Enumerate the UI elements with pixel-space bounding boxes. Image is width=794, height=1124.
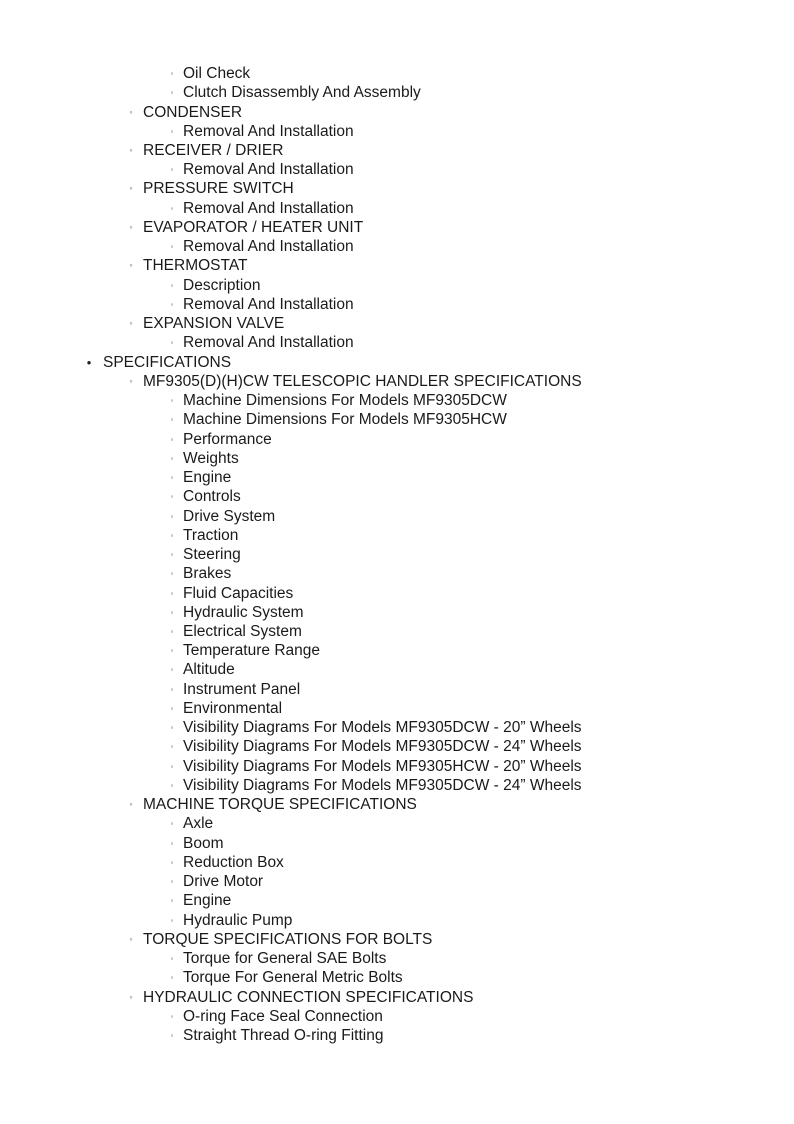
toc-subsection	[0, 795, 794, 814]
toc-item-label: SPECIFICATIONS	[103, 353, 232, 371]
toc-item-label: Steering	[183, 546, 241, 563]
toc-item-label: Brakes	[183, 565, 232, 583]
toc-item-label: PRESSURE SWITCH	[143, 180, 294, 198]
toc-item	[0, 968, 794, 987]
toc-item-label: Electrical System	[183, 623, 302, 640]
bullet-icon: ◦	[170, 69, 174, 78]
toc-item-label: Hydraulic System	[183, 603, 304, 621]
bullet-icon: ◦	[129, 799, 133, 810]
toc-item-label: Machine Dimensions For Models MF9305HCW	[183, 411, 507, 429]
toc-item	[0, 660, 794, 679]
toc-item	[0, 449, 794, 468]
toc-item	[0, 526, 794, 545]
bullet-icon: ◦	[129, 145, 133, 155]
toc-section	[0, 353, 794, 372]
toc-item	[0, 545, 794, 564]
toc-subsection	[0, 141, 794, 160]
toc-item-label: Fluid Capacities	[183, 584, 294, 602]
toc-subsection	[0, 179, 794, 198]
toc-item-label: Engine	[183, 892, 232, 910]
bullet-icon: ◦	[170, 434, 174, 444]
toc-item-label: Oil Check	[183, 65, 251, 82]
bullet-icon: ◦	[170, 569, 174, 579]
bullet-icon: ◦	[170, 877, 174, 887]
toc-item-label: Removal And Installation	[183, 199, 354, 217]
bullet-icon: ◦	[170, 588, 174, 598]
bullet-icon: ◦	[170, 550, 174, 559]
toc-item	[0, 718, 794, 737]
toc-item-label: HYDRAULIC CONNECTION SPECIFICATIONS	[143, 988, 474, 1006]
toc-item	[0, 564, 794, 583]
bullet-icon: ◦	[170, 723, 174, 733]
bullet-icon: ◦	[170, 646, 174, 656]
bullet-icon: ◦	[170, 396, 174, 406]
toc-item	[0, 64, 794, 83]
toc-item-label: Reduction Box	[183, 853, 284, 871]
bullet-icon: ◦	[170, 973, 174, 983]
bullet-icon: ◦	[170, 299, 174, 309]
toc-item-label: Machine Dimensions For Models MF9305DCW	[183, 392, 507, 410]
bullet-icon: ◦	[170, 530, 174, 540]
toc-item-label: Clutch Disassembly And Assembly	[183, 84, 421, 102]
toc-item	[0, 468, 794, 487]
bullet-icon: ◦	[170, 88, 174, 98]
bullet-icon: ◦	[170, 242, 174, 252]
toc-item	[0, 430, 794, 449]
bullet-icon: ◦	[170, 896, 174, 906]
toc-item-label: Engine	[183, 469, 232, 486]
toc-item	[0, 410, 794, 429]
toc-item-label: Removal And Installation	[183, 161, 354, 179]
toc-item-label: Visibility Diagrams For Models MF9305DCW - 24” Wheels	[183, 738, 582, 756]
toc-item-label: Drive System	[183, 507, 276, 525]
toc-item-label: EXPANSION VALVE	[143, 315, 285, 333]
toc-item	[0, 680, 794, 699]
bullet-icon: ◦	[170, 1031, 174, 1040]
toc-item	[0, 199, 794, 218]
toc-item	[0, 1007, 794, 1026]
toc-subsection	[0, 988, 794, 1007]
toc-item	[0, 641, 794, 660]
toc-item-label: MACHINE TORQUE SPECIFICATIONS	[143, 796, 417, 814]
bullet-icon: ◦	[170, 126, 174, 136]
toc-item	[0, 814, 794, 833]
toc-item-label: Description	[183, 276, 261, 294]
bullet-icon: ◦	[129, 991, 133, 1002]
toc-item-label: Instrument Panel	[183, 680, 301, 698]
toc-item-label: EVAPORATOR / HEATER UNIT	[143, 218, 364, 236]
bullet-icon: ◦	[170, 627, 174, 636]
toc-item-label: Visibility Diagrams For Models MF9305DCW - 24” Wheels	[183, 776, 582, 794]
bullet-icon: ◦	[170, 665, 174, 675]
bullet-icon: ◦	[170, 280, 174, 290]
toc-item	[0, 699, 794, 718]
bullet-icon: ◦	[170, 453, 174, 463]
toc-item-label: Torque for General SAE Bolts	[183, 950, 387, 967]
toc-item-label: Visibility Diagrams For Models MF9305HCW - 20” Wheels	[183, 757, 582, 775]
toc-item-label: THERMOSTAT	[143, 257, 248, 275]
toc-item-label: Drive Motor	[183, 873, 264, 891]
toc-item	[0, 487, 794, 506]
toc-item-label: Axle	[183, 815, 214, 833]
toc-item	[0, 757, 794, 776]
toc-subsection	[0, 103, 794, 122]
bullet-icon: ◦	[170, 915, 174, 925]
toc-item	[0, 834, 794, 853]
toc-item	[0, 391, 794, 410]
toc-item-label: Removal And Installation	[183, 334, 354, 352]
bullet-icon: ◦	[170, 761, 174, 771]
bullet-icon: ◦	[129, 375, 133, 386]
toc-item	[0, 584, 794, 603]
toc-item	[0, 603, 794, 622]
toc-item	[0, 776, 794, 795]
bullet-icon: ◦	[129, 106, 133, 117]
toc-item	[0, 237, 794, 256]
toc-subsection	[0, 372, 794, 391]
toc-item	[0, 122, 794, 141]
toc-item	[0, 622, 794, 641]
toc-item-label: Hydraulic Pump	[183, 911, 293, 929]
bullet-icon: ◦	[170, 415, 174, 425]
toc-item	[0, 737, 794, 756]
bullet-icon: ◦	[129, 260, 133, 271]
bullet-icon: ◦	[170, 1011, 174, 1021]
bullet-icon: ◦	[170, 954, 174, 963]
bullet-icon: ◦	[170, 857, 174, 867]
bullet-icon: ◦	[170, 165, 174, 175]
toc-item-label: Altitude	[183, 661, 235, 679]
toc-item	[0, 276, 794, 295]
bullet-icon: ◦	[170, 607, 174, 617]
toc-item	[0, 911, 794, 930]
toc-item-label: Torque For General Metric Bolts	[183, 969, 403, 987]
bullet-icon: ◦	[129, 221, 133, 232]
toc-item-label: RECEIVER / DRIER	[143, 142, 284, 159]
toc-item-label: Visibility Diagrams For Models MF9305DCW - 20” Wheels	[183, 719, 582, 737]
toc-item-label: Performance	[183, 430, 272, 448]
toc-item-label: MF9305(D)(H)CW TELESCOPIC HANDLER SPECIFICATIONS	[143, 372, 582, 390]
toc-item-label: Weights	[183, 449, 239, 467]
bullet-icon: ◦	[170, 780, 174, 790]
toc-item-label: O-ring Face Seal Connection	[183, 1007, 383, 1025]
bullet-icon: ◦	[170, 338, 174, 348]
toc-subsection	[0, 218, 794, 237]
toc-subsection	[0, 930, 794, 949]
toc-subsection	[0, 314, 794, 333]
toc-item-label: Environmental	[183, 699, 283, 717]
toc-item-label: Removal And Installation	[183, 295, 354, 313]
bullet-icon: ◦	[170, 838, 174, 848]
bullet-icon: ◦	[170, 511, 174, 521]
toc-item-label: CONDENSER	[143, 103, 243, 121]
toc-item-label: Straight Thread O-ring Fitting	[183, 1027, 384, 1044]
toc-item-label: TORQUE SPECIFICATIONS FOR BOLTS	[143, 930, 433, 948]
toc-item-label: Boom	[183, 834, 224, 852]
toc-item	[0, 891, 794, 910]
toc-item-label: Removal And Installation	[183, 122, 354, 140]
toc-item	[0, 295, 794, 314]
toc-item-label: Temperature Range	[183, 642, 320, 660]
toc-item-label: Traction	[183, 526, 239, 544]
bullet-icon: ◦	[170, 684, 174, 694]
bullet-icon: ◦	[170, 703, 174, 713]
toc-item	[0, 949, 794, 968]
toc-item	[0, 1026, 794, 1045]
toc-item-label: Controls	[183, 488, 241, 506]
bullet-icon: ◦	[170, 203, 174, 213]
toc-item-label: Removal And Installation	[183, 238, 354, 256]
bullet-icon: ◦	[170, 819, 174, 829]
bullet-icon: ◦	[170, 492, 174, 502]
toc-item	[0, 507, 794, 526]
bullet-icon: ◦	[170, 473, 174, 482]
toc-item	[0, 872, 794, 891]
bullet-icon: ◦	[129, 933, 133, 944]
bullet-icon: ◦	[170, 742, 174, 752]
toc-subsection	[0, 256, 794, 275]
toc-item	[0, 83, 794, 102]
bullet-icon: •	[86, 354, 92, 370]
bullet-icon: ◦	[129, 183, 133, 194]
toc-item	[0, 160, 794, 179]
toc-item	[0, 333, 794, 352]
bullet-icon: ◦	[129, 318, 133, 329]
toc-item	[0, 853, 794, 872]
